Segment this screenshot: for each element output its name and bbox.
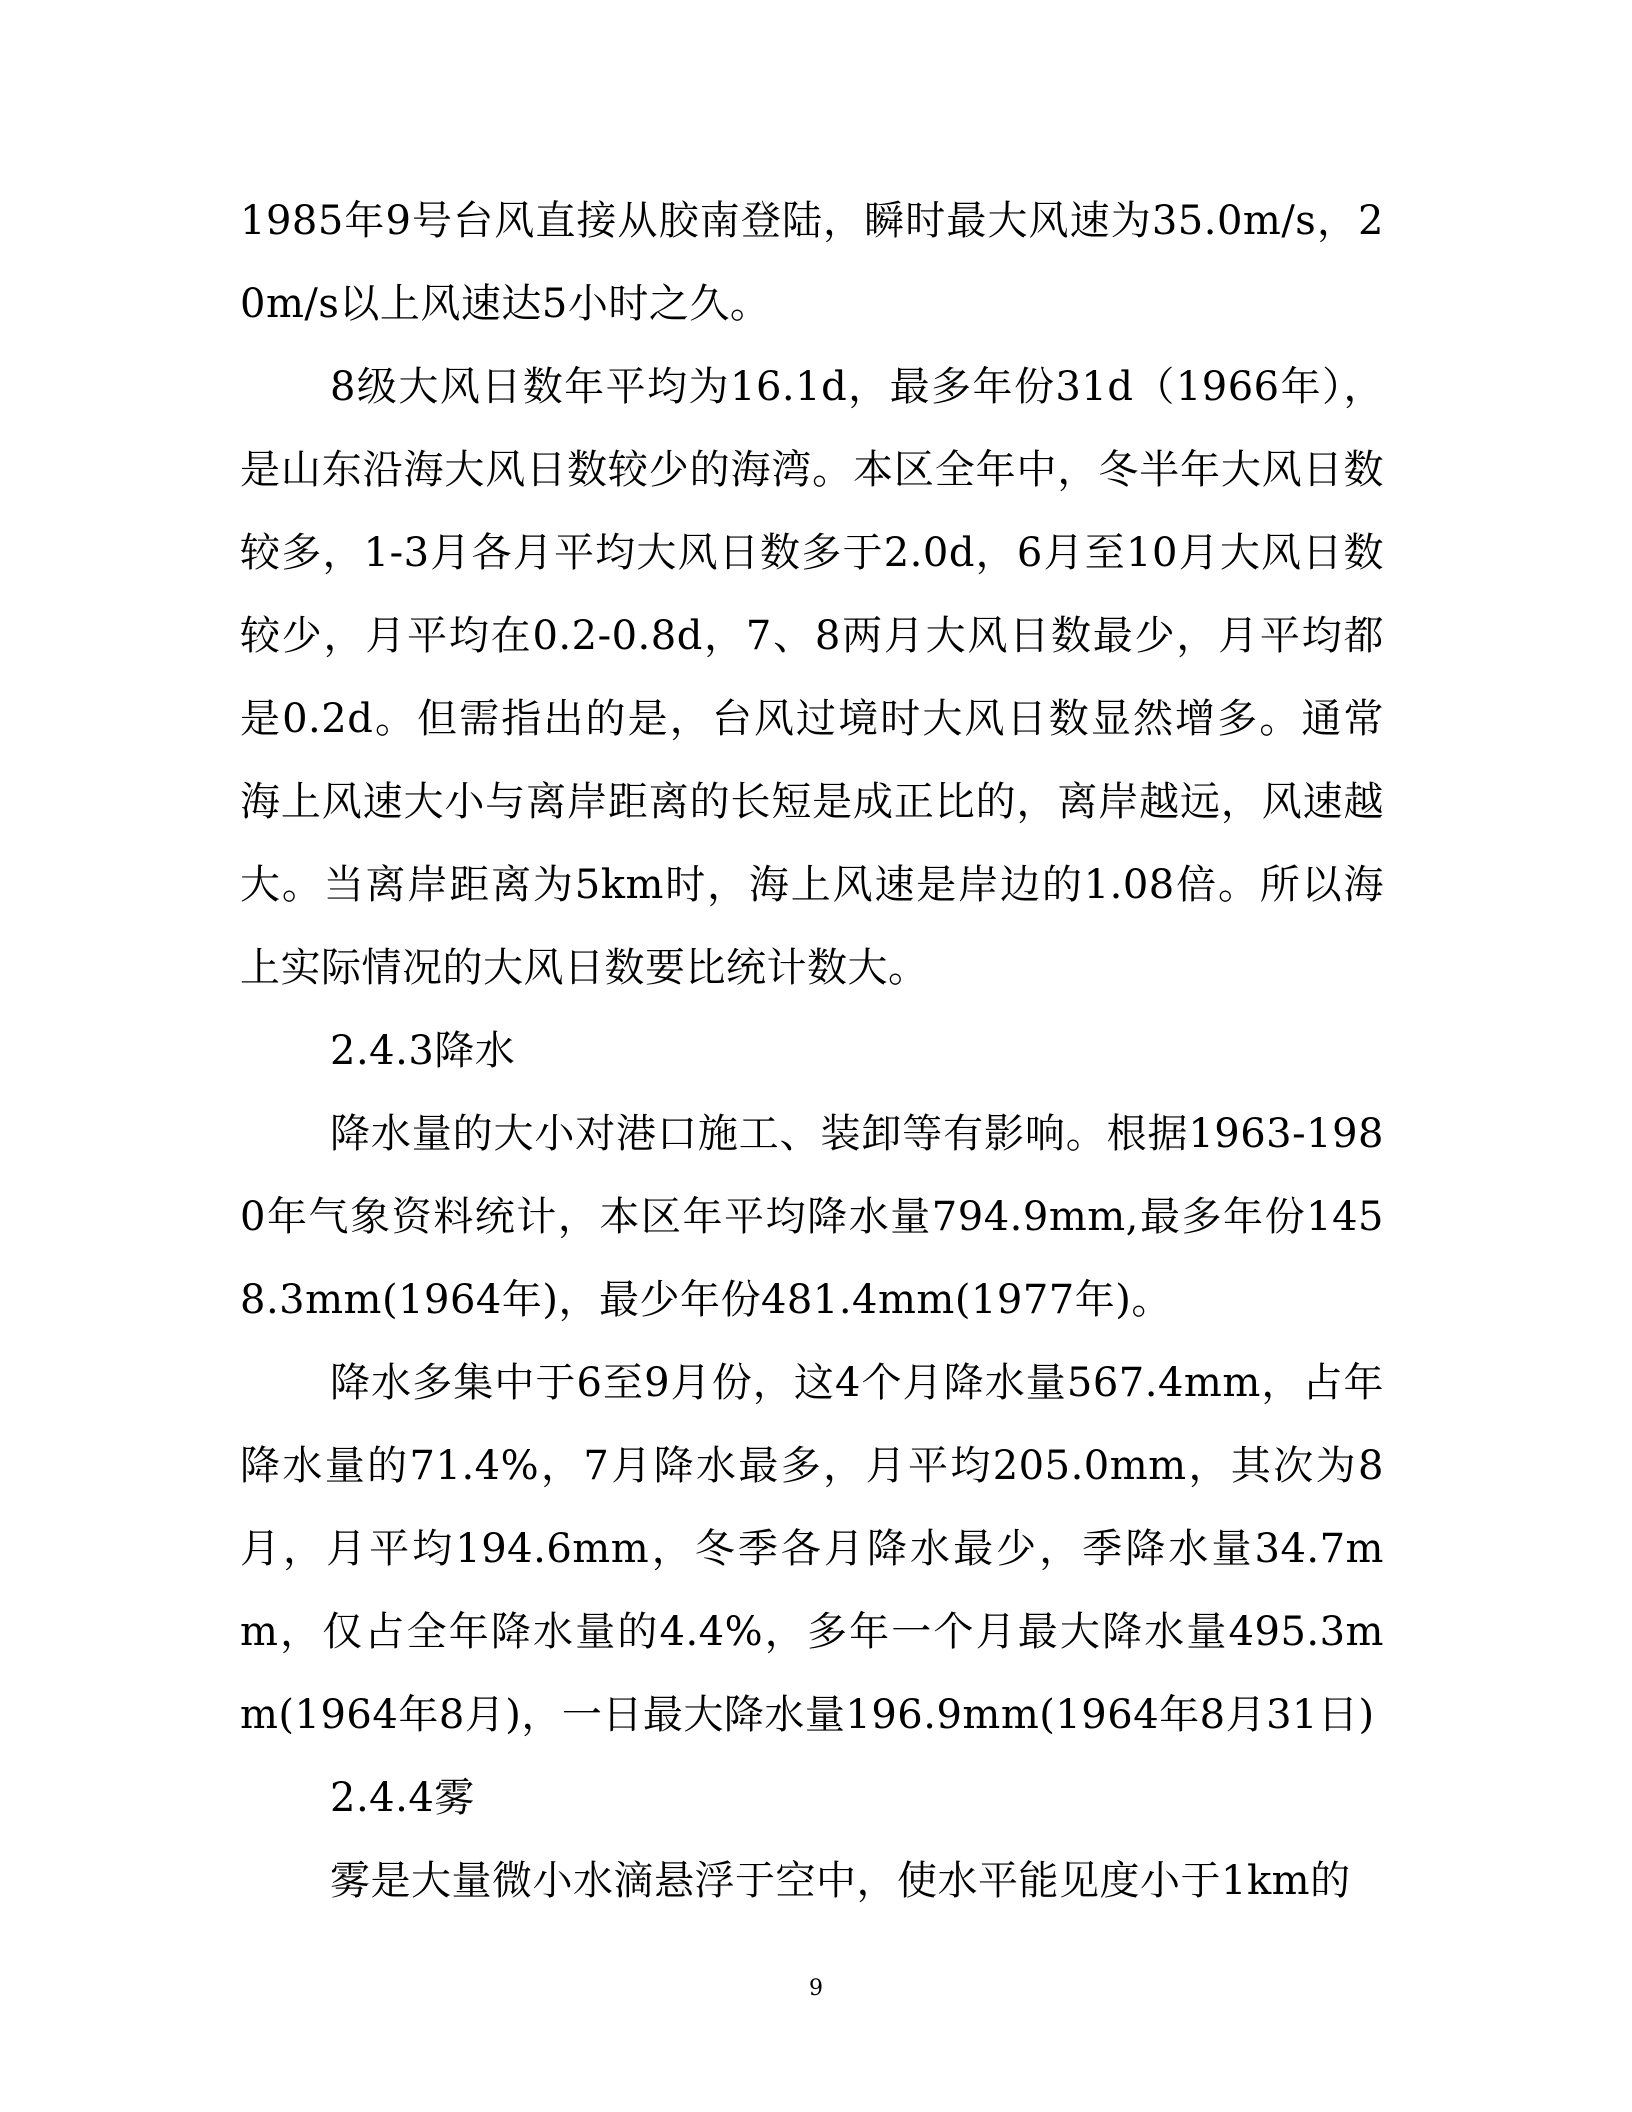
paragraph-precipitation-annual: 降水量的大小对港口施工、装卸等有影响。根据1963-1980年气象资料统计，本区年平均降水量794.9mm,最多年份1458.3mm(1964年)，最少年份481.4mm(1977年)。: [240, 1111, 1384, 1323]
section-heading-fog: 2.4.4雾: [330, 1775, 475, 1821]
paragraph-typhoon-1985: 1985年9号台风直接从胶南登陆，瞬时最大风速为35.0m/s，20m/s以上风速达5小时之久。: [240, 198, 1384, 327]
section-heading-precipitation: 2.4.3降水: [330, 1028, 516, 1074]
paragraph-precipitation-monthly: 降水多集中于6至9月份，这4个月降水量567.4mm，占年降水量的71.4%，7月降水最多，月平均205.0mm，其次为8月，月平均194.6mm，冬季各月降水最少，季降水量34.7mm，仅占全年降水量的4.4%，多年一个月最大降水量495.3mm(1964年8月)，一日最大降水量196.9mm(1964年8月31日): [240, 1360, 1384, 1738]
paragraph-fog: 雾是大量微小水滴悬浮于空中，使水平能见度小于1km的: [330, 1858, 1351, 1904]
page-body: [240, 180, 1384, 1923]
page-number: 9: [809, 1976, 823, 2001]
paragraph-gale-days: 8级大风日数年平均为16.1d，最多年份31d（1966年），是山东沿海大风日数较少的海湾。本区全年中，冬半年大风日数较多，1-3月各月平均大风日数多于2.0d，6月至10月大风日数较少，月平均在0.2-0.8d，7、8两月大风日数最少，月平均都是0.2d。但需指出的是，台风过境时大风日数显然增多。通常海上风速大小与离岸距离的长短是成正比的，离岸越远，风速越大。当离岸距离为5km时，海上风速是岸边的1.08倍。所以海上实际情况的大风日数要比统计数大。: [240, 364, 1384, 991]
